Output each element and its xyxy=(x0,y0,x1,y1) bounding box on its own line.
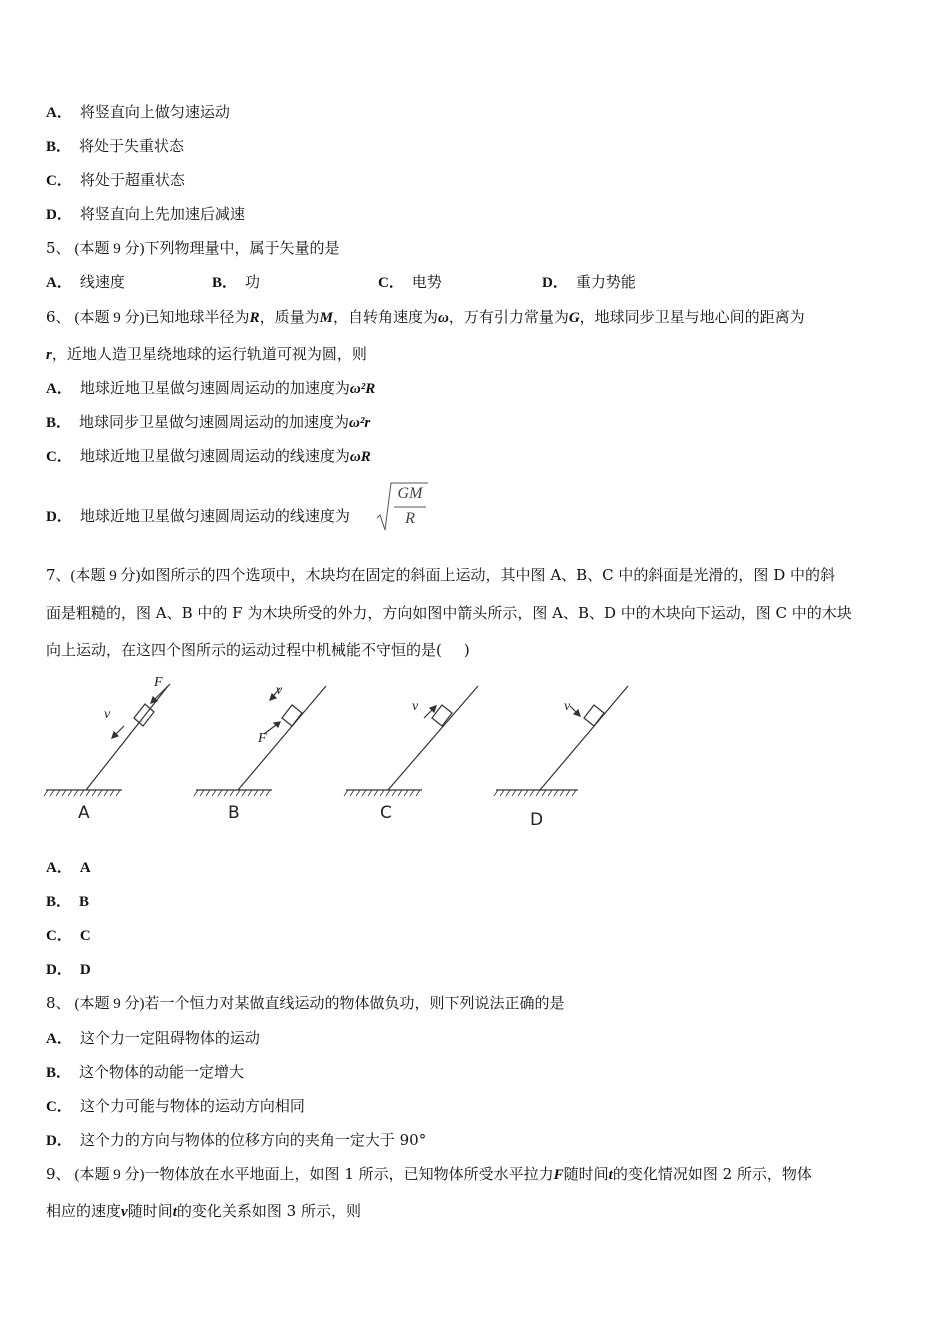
label-v-c: v xyxy=(412,699,419,714)
q8-option-a: A． 这个力一定阻碍物体的运动 xyxy=(46,1029,260,1047)
q7-stem-line1: 7、(本题 9 分)如图所示的四个选项中，木块均在固定的斜面上运动，其中图 A、B、C 中的斜面是光滑的，图 D 中的斜 xyxy=(46,566,835,584)
q6-stem-line1: 6、 (本题 9 分)已知地球半径为R，质量为M，自转角速度为ω，万有引力常量为G，地球同步卫星与地心间的距离为 xyxy=(46,308,805,326)
figure-label-c: C xyxy=(380,803,392,823)
q4-option-b: B． 将处于失重状态 xyxy=(46,137,185,155)
q4-option-a: A． 将竖直向上做匀速运动 xyxy=(46,103,230,121)
q9-stem-line1: 9、 (本题 9 分)一物体放在水平地面上，如图 1 所示，已知物体所受水平拉力F随时间t的变化情况如图 2 所示，物体 xyxy=(46,1165,812,1183)
q7-figure xyxy=(40,672,660,832)
figure-label-a: A xyxy=(78,803,90,823)
q7-option-c: C． C xyxy=(46,928,91,944)
q6-option-d: D． 地球近地卫星做匀速圆周运动的线速度为 xyxy=(46,507,350,525)
q7-stem-line2: 面是粗糙的，图 A、B 中的 F 为木块所受的外力，方向如图中箭头所示，图 A、B、D 中的木块向下运动，图 C 中的木块 xyxy=(46,604,852,622)
formula-denominator: R xyxy=(405,510,415,527)
q6-option-c: C． 地球近地卫星做匀速圆周运动的线速度为ωR xyxy=(46,447,371,465)
q7-stem-line3: 向上运动，在这四个图所示的运动过程中机械能不守恒的是( ) xyxy=(46,641,470,659)
q5-option-a: A． 线速度 xyxy=(46,273,125,291)
q8-option-c: C． 这个力可能与物体的运动方向相同 xyxy=(46,1097,305,1115)
q8-stem: 8、 (本题 9 分)若一个恒力对某做直线运动的物体做负功，则下列说法正确的是 xyxy=(46,994,565,1012)
q7-option-b: B． B xyxy=(46,894,90,910)
q8-option-d: D． 这个力的方向与物体的位移方向的夹角一定大于 90° xyxy=(46,1131,427,1149)
diagram-a xyxy=(44,684,170,796)
q6-option-b: B． 地球同步卫星做匀速圆周运动的加速度为ω²r xyxy=(46,413,371,431)
label-f-b: F xyxy=(258,731,267,746)
label-v-a: v xyxy=(104,707,111,722)
label-f-a: F xyxy=(154,675,163,690)
q7-option-a: A． A xyxy=(46,860,91,876)
q6-stem-line2: r，近地人造卫星绕地球的运行轨道可视为圆，则 xyxy=(46,345,367,363)
label-v-b: v xyxy=(276,683,283,698)
label-v-d: v xyxy=(564,699,571,714)
q8-option-b: B． 这个物体的动能一定增大 xyxy=(46,1063,245,1081)
q5-option-c: C． 电势 xyxy=(378,273,442,291)
diagram-c xyxy=(344,686,478,796)
figure-label-d: D xyxy=(530,810,544,830)
diagram-d xyxy=(494,686,628,796)
sqrt-gm-over-r-formula xyxy=(376,480,432,532)
q9-stem-line2: 相应的速度v随时间t的变化关系如图 3 所示，则 xyxy=(46,1202,361,1220)
q7-option-d: D． D xyxy=(46,962,91,978)
q4-option-d: D． 将竖直向上先加速后减速 xyxy=(46,205,245,223)
q5-stem: 5、 (本题 9 分)下列物理量中，属于矢量的是 xyxy=(46,239,340,257)
figure-label-b: B xyxy=(228,803,240,823)
q5-option-b: B． 功 xyxy=(212,273,261,291)
q4-option-c: C． 将处于超重状态 xyxy=(46,171,185,189)
q5-option-d: D． 重力势能 xyxy=(542,273,636,291)
q6-option-a: A． 地球近地卫星做匀速圆周运动的加速度为ω²R xyxy=(46,379,376,397)
formula-numerator: GM xyxy=(397,485,423,502)
